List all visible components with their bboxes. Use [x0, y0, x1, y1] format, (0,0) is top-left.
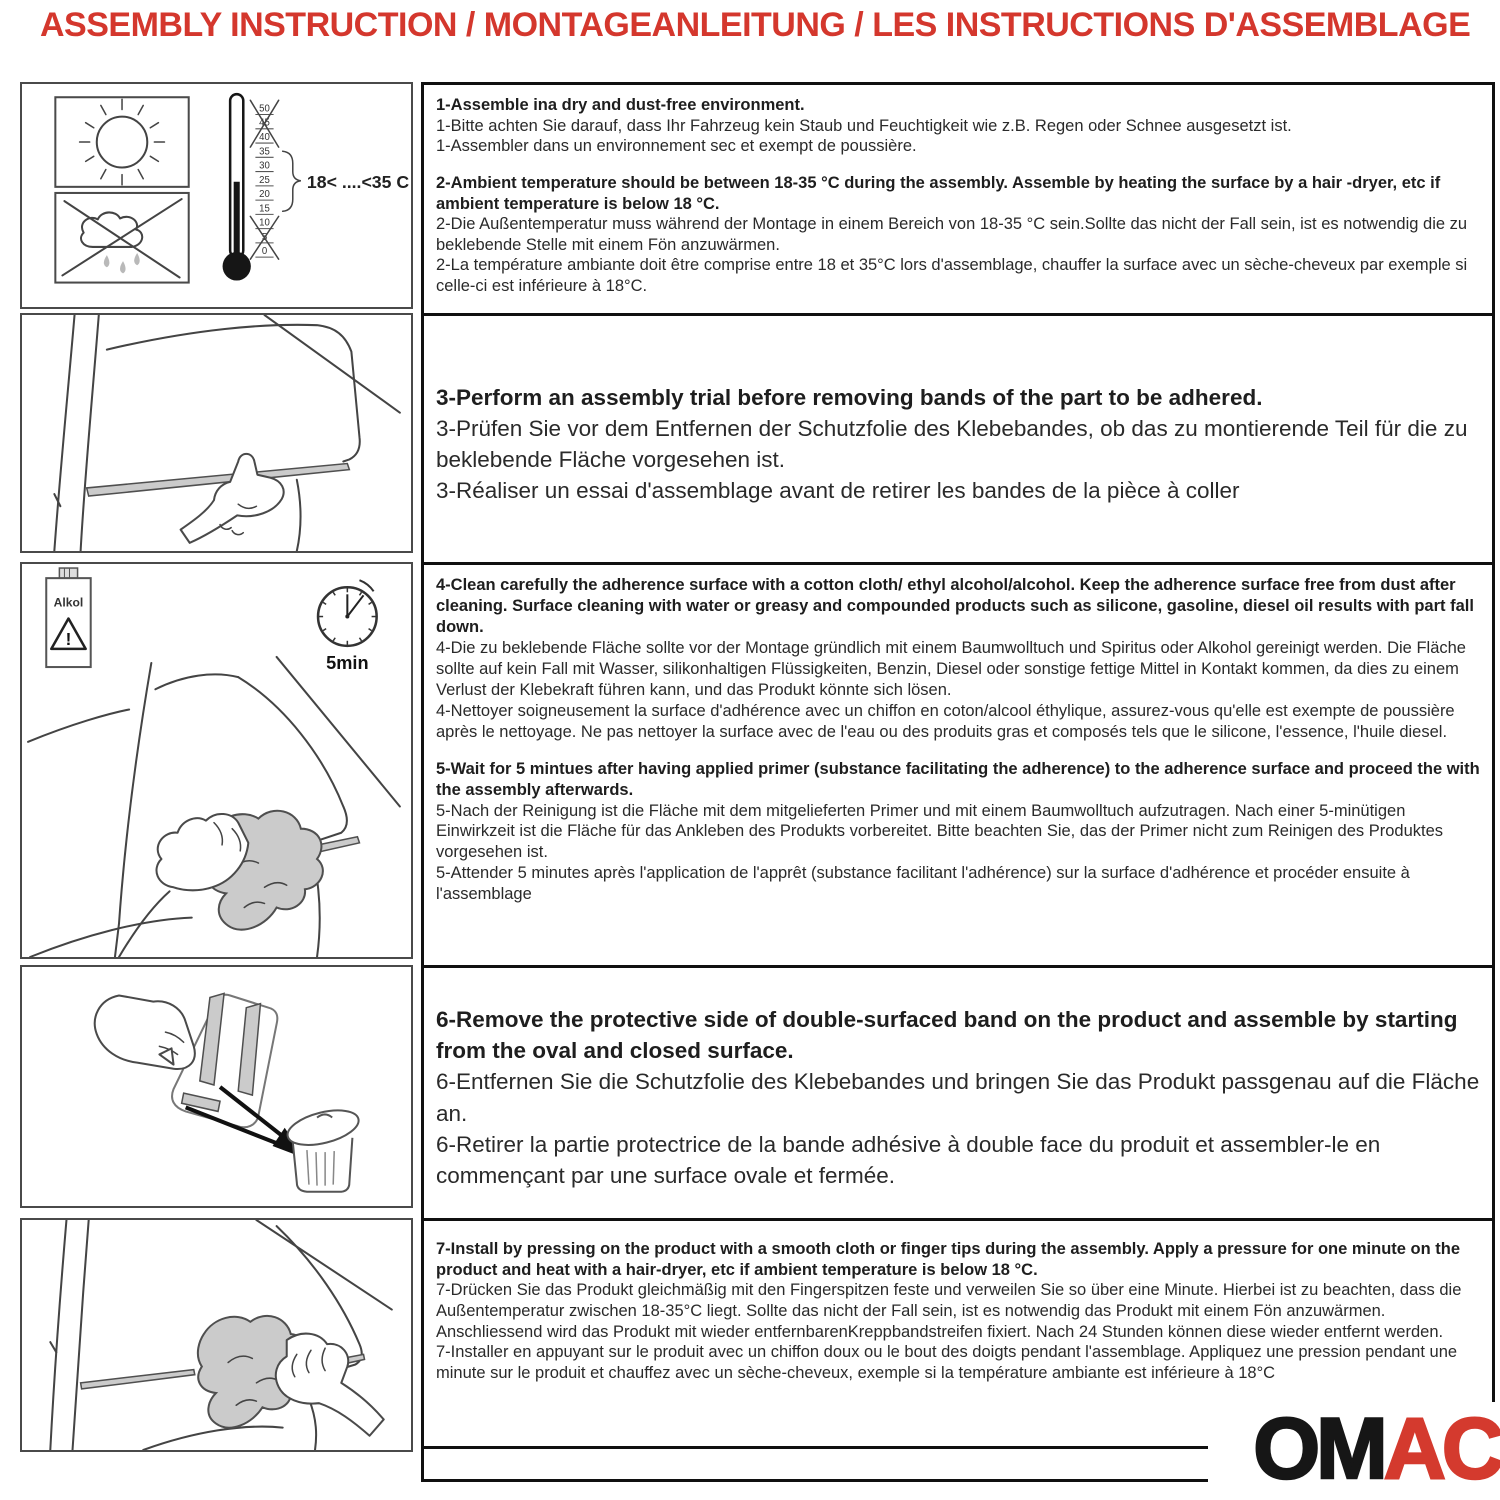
svg-text:0: 0: [261, 246, 268, 258]
svg-text:45: 45: [259, 117, 270, 129]
omac-logo-red: AC: [1383, 1401, 1500, 1497]
step-7-fr: 7-Installer en appuyant sur le produit avec un chiffon doux ou le bout des doigts pendant l'assemblage. Appliquez une pression pendant une minute sur le produit et chauffez avec un sèche-cheveux, exemple si la température ambiante est inférieure à 18°C: [436, 1343, 1458, 1382]
alcohol-bottle-icon: [46, 568, 90, 667]
trial-fit-illustration: [22, 315, 411, 551]
step-1-2-textbox: [421, 82, 1495, 331]
step-2-fr: 2-La température ambiante doit être comprise entre 18 et 35°C lors d'assemblage, chauffer la surface avec un sèche-cheveux par exemple si celle-ci est inférieure à 18°C.: [436, 256, 1468, 295]
step-3-en: 3-Perform an assembly trial before removing bands of the part to be adhered.: [436, 384, 1263, 410]
bottle-label: Alkol: [53, 595, 84, 610]
step-7-en: 7-Install by pressing on the product with a smooth cloth or finger tips during the assembly. Apply a pressure for one minute on the product and heat with a hair-dryer, etc if ambient temperature is below 18 °C.: [436, 1240, 1461, 1279]
step-7-block: [436, 1239, 1480, 1383]
step-1-de: 1-Bitte achten Sie darauf, dass Ihr Fahrzeug kein Staub und Feuchtigkeit wie z.B. Regen oder Schnee ausgesetzt ist.: [436, 116, 1292, 135]
step-5-de: 5-Nach der Reinigung ist die Fläche mit dem mitgelieferten Primer und mit einem Baumwolltuch aufzutragen. Nach einer 5-minütigen Einwirkzeit ist die Fläche für das Ankleben des Produkts vorbereitet. Bitte beachten Sie, das der Primer nicht zum Reinigen des Produktes vorgesehen ist.: [436, 801, 1444, 862]
omac-logo: [1208, 1402, 1500, 1496]
step-2-de: 2-Die Außentemperatur muss während der Montage in einem Bereich von 18-35 °C sein.Sollte das nicht der Fall sein, ist es notwendig die zu beklebende Stelle mit einem Fön anzuwärmen.: [436, 215, 1468, 254]
warning-symbol: !: [65, 628, 72, 649]
figure-band-removal: [20, 965, 413, 1208]
step-3-fr: 3-Réaliser un essai d'assemblage avant de retirer les bandes de la pièce à coller: [436, 478, 1240, 504]
svg-text:35: 35: [259, 146, 270, 158]
no-rain-icon: [55, 193, 188, 283]
temperature-range-label: 18< ....<35 C: [306, 171, 410, 192]
step-3-block: [436, 382, 1480, 506]
step-4-en: 4-Clean carefully the adherence surface with a cotton cloth/ ethyl alcohol/alcohol. Keep the adherence surface free from dust after cleaning. Surface cleaning with water or greasy and compounded products such as silicone, gasoline, diesel oil results with part fall down.: [436, 576, 1474, 636]
step-5-en: 5-Wait for 5 mintues after having applied primer (substance facilitating the adherence) to the adherence surface and proceed the with the assembly afterwards.: [436, 759, 1480, 799]
svg-text:5: 5: [261, 231, 268, 243]
figure-press-install: [20, 1218, 413, 1452]
step-2-en: 2-Ambient temperature should be between 18-35 °C during the assembly. Assemble by heating the surface by a hair -dryer, etc if ambient temperature is below 18 °C.: [436, 173, 1441, 213]
svg-text:30: 30: [259, 160, 270, 172]
svg-text:40: 40: [259, 131, 270, 144]
range-brace: [283, 151, 301, 211]
hand-icon: [276, 1334, 384, 1436]
step-6-block: [436, 1004, 1480, 1190]
step-3-de: 3-Prüfen Sie vor dem Entfernen der Schutzfolie des Klebebandes, ob das zu montierende Teil für die zu beklebende Fläche vorgesehen ist.: [436, 415, 1468, 472]
svg-text:15: 15: [259, 203, 270, 215]
step-3-textbox: [421, 313, 1495, 575]
sun-icon: [55, 97, 188, 187]
thermometer-scale: [255, 103, 273, 257]
figure-climate-conditions: [20, 82, 413, 309]
trash-can-icon: [284, 1104, 362, 1192]
step-4-de: 4-Die zu beklebende Fläche sollte vor der Montage gründlich mit einem Baumwolltuch und Spiritus oder Alkohol gereinigt werden. Die Fläche sollte auf kein Fall mit Wasser, silikonhaltigen Flüssigkeiten, Benzin, Diesel oder sonstige fettige Mittel in Kontakt kommen, da dies zu einem Verlust der Klebekraft führen kann, und das Produkt könnte sich lösen.: [436, 638, 1466, 699]
step-2-block: [436, 173, 1480, 297]
pressing-illustration: [22, 1220, 411, 1450]
step-7-de: 7-Drücken Sie das Produkt gleichmäßig mit den Fingerspitzen feste und verweilen Sie so über eine Minute. Hierbei ist zu beachten, dass die Außentemperatur zwischen 18-35°C liegt. Sollte das nicht der Fall sein, ist es notwendig das Produkt mit einem Fön anzuwärmen. Anschliessend wird das Produkt mit wieder entfernbarenKreppbandstreifen fixiert. Nach 24 Stunden können diese wieder entfernt werden.: [436, 1281, 1462, 1341]
figure-surface-cleaning: [20, 562, 413, 959]
footer-rule: [421, 1446, 1211, 1449]
svg-text:20: 20: [259, 188, 270, 201]
band-removal-illustration: [22, 967, 411, 1206]
step-1-block: [436, 95, 1480, 157]
step-6-en: 6-Remove the protective side of double-surfaced band on the product and assemble by starting from the oval and closed surface.: [436, 1007, 1458, 1064]
svg-text:25: 25: [259, 174, 270, 186]
page-title: ASSEMBLY INSTRUCTION / MONTAGEANLEITUNG / LES INSTRUCTIONS D'ASSEMBLAGE: [40, 6, 1471, 44]
omac-logo-black: OM: [1253, 1401, 1384, 1497]
thermometer-icon: [223, 94, 251, 280]
svg-text:50: 50: [259, 103, 270, 115]
wait-time-label: 5min: [326, 653, 369, 674]
step-1-fr: 1-Assembler dans un environnement sec et exempt de poussière.: [436, 137, 917, 156]
climate-illustration: [22, 84, 411, 307]
step-4-5-textbox: [421, 562, 1495, 981]
figure-assembly-trial: [20, 313, 413, 553]
hand-icon: [95, 995, 195, 1068]
car-window-frame: [28, 657, 400, 957]
clock-icon: [318, 580, 377, 673]
step-4-fr: 4-Nettoyer soigneusement la surface d'adhérence avec un chiffon en coton/alcool éthylique, assurez-vous qu'elle est exempte de poussière après le nettoyage. Ne pas nettoyer la surface avec de l'eau ou des produits gras et composés tels que le silicone, l'essence, l'huile diesel.: [436, 701, 1455, 741]
step-6-textbox: [421, 965, 1495, 1230]
svg-text:10: 10: [259, 217, 270, 229]
step-6-de: 6-Entfernen Sie die Schutzfolie des Klebebandes und bringen Sie das Produkt passgenau auf die Fläche an.: [436, 1069, 1480, 1126]
step-4-block: [436, 575, 1480, 743]
step-6-fr: 6-Retirer la partie protectrice de la bande adhésive à double face du produit et assembler-le en commençant par une surface ovale et fermée.: [436, 1131, 1381, 1188]
trim-strip: [81, 1370, 195, 1389]
hand-icon: [181, 454, 284, 543]
step-1-en: 1-Assemble ina dry and dust-free environment.: [436, 96, 805, 114]
step-5-fr: 5-Attender 5 minutes après l'application de l'apprêt (substance facilitant l'adhérence) sur la surface d'adhérence et procéder ensuite à l'assemblage: [436, 864, 1410, 904]
cleaning-illustration: [22, 564, 411, 957]
step-5-block: [436, 759, 1480, 906]
